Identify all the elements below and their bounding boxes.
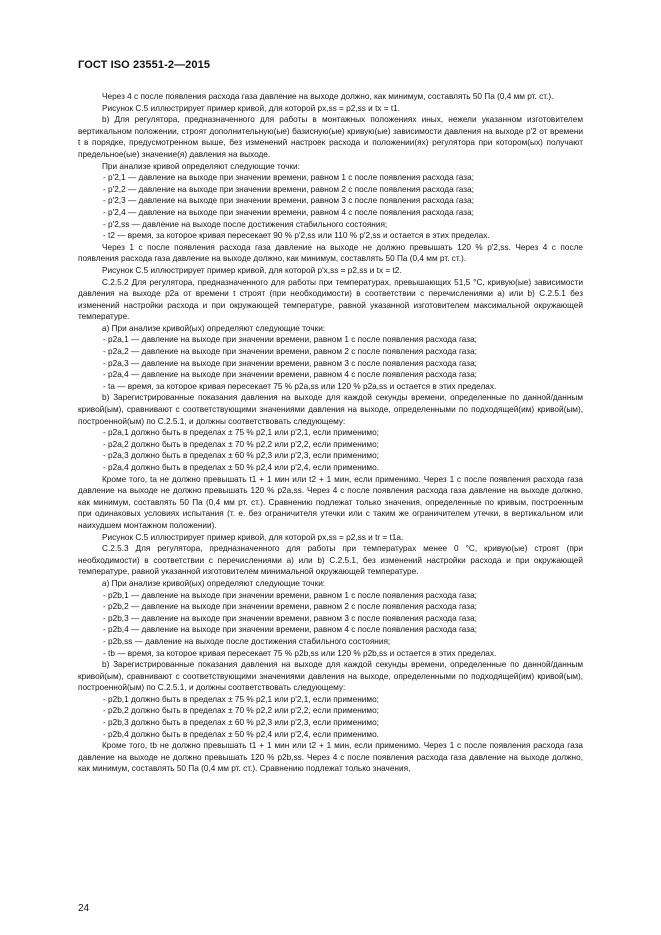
paragraph: b) Зарегистрированные показания давления на выходе для каждой секунды времени, определенные по данной/данным кривой(ым), сравнивают с соответствующими значениями давления на выходе, определенными по подходящей(им) кривой(ым), построенной(ым) по С.2.5.1, и должны соответствовать следующему:	[78, 393, 583, 426]
list-item: - ta — время, за которое кривая пересекает 75 % p2a,ss или 120 % p2a,ss и остается в этих пределах.	[103, 381, 497, 391]
list-item: - p'2,1 — давление на выходе при значении времени, равном 1 с после появления расхода газа;	[103, 173, 474, 183]
paragraph: C.2.5.3 Для регулятора, предназначенного для работы при температурах менее 0 °С, кривую(ые) строят (при необходимости) в соответствии с перечислениями а) или b) С.2.5.1, без изменений настройки расхода и при окружающей температуре, равной указанной изготовителем минимальной окружающей температуре.	[78, 544, 583, 577]
list-item: - p2b,1 должно быть в пределах ± 75 % p2,1 или p'2,1, если применимо;	[103, 694, 379, 704]
paragraph: C.2.5.2 Для регулятора, предназначенного для работы при температурах, превышающих 51,5 °С, кривую(ые) зависимости давления на выходе p2a от времени t строят (при необходимости) в соответствии с перечислениями а) или b) С.2.5.1 без изменений настройки расхода и при окружающей температуре, равной указанной изготовителем максимальной окружающей температуре.	[78, 277, 583, 322]
list-item: - p2a,1 — давление на выходе при значении времени, равном 1 с после появления расхода газа;	[103, 335, 477, 345]
list-item: - p2b,3 должно быть в пределах ± 60 % p2,3 или p'2,3, если применимо;	[103, 718, 379, 728]
document-header: ГОСТ ISO 23551-2—2015	[78, 59, 211, 71]
document-body	[78, 91, 583, 775]
list-item: - p2a,3 — давление на выходе при значении времени, равном 3 с после появления расхода газа;	[103, 358, 477, 368]
list-item: - p2b,2 — давление на выходе при значении времени, равном 2 с после появления расхода газа;	[103, 602, 477, 612]
paragraph: Кроме того, ta не должно превышать t1 + 1 мин или t2 + 1 мин, если применимо. Через 1 с после появления расхода газа давление на выходе не должно превышать 120 % p2a,ss. Через 4 с после появления расхода газа давление на выходе должно, как минимум, составлять 50 Па (0,4 мм рт. ст.). Сравнению подлежат только значения, определенные по кривым, построенным при одинаковых условиях испытания (т. е. без ограничителя утечки или с таким же ограничителем утечки, в вертикальном или наихудшем монтажном положении).	[78, 474, 583, 530]
list-item: - p2b,4 — давление на выходе при значении времени, равном 4 с после появления расхода газа;	[103, 625, 477, 635]
paragraph: Рисунок С.5 иллюстрирует пример кривой, для которой px,ss = p2,ss и tr = t1a.	[102, 532, 404, 542]
paragraph: Рисунок С.5 иллюстрирует пример кривой, для которой px,ss = p2,ss и tx = t1.	[102, 103, 401, 113]
list-item: - p2a,2 — давление на выходе при значении времени, равном 2 с после появления расхода газа;	[103, 347, 477, 357]
paragraph: При анализе кривой определяют следующие точки:	[102, 161, 300, 171]
paragraph: Рисунок С.5 иллюстрирует пример кривой, для которой p'x,ss = p2,ss и tx = t2.	[102, 265, 402, 275]
paragraph: а) При анализе кривой(ых) определяют следующие точки:	[102, 323, 326, 333]
list-item: - p2a,1 должно быть в пределах ± 75 % p2,1 или p'2,1, если применимо;	[103, 428, 379, 438]
paragraph: а) При анализе кривой(ых) определяют следующие точки:	[102, 578, 326, 588]
list-item: - p2a,4 — давление на выходе при значении времени, равном 4 с после появления расхода газа;	[103, 370, 477, 380]
paragraph: b) Для регулятора, предназначенного для работы в монтажных положениях иных, нежели указанном изготовителем вертикальном положении, строят дополнительную(ые) базисную(ые) кривую(ые) зависимости давления на выходе p'2 от времени t в порядке, предусмотренном выше, без изменений настроек расхода и положении(ях) регулятора при котором(ых) получают предельное(ые) значение(я) давления на выходе.	[78, 115, 583, 159]
list-item: - p2b,4 должно быть в пределах ± 50 % p2,4 или p'2,4, если применимо.	[103, 729, 379, 739]
list-item: - p'2,ss — давление на выходе после достижения стабильного состояния;	[103, 219, 388, 229]
list-item: - p2b,1 — давление на выходе при значении времени, равном 1 с после появления расхода газа;	[103, 590, 477, 600]
paragraph: Через 4 с после появления расхода газа давление на выходе должно, как минимум, составлять 50 Па (0,4 мм рт. ст.).	[102, 92, 554, 101]
list-item: - p2b,ss — давление на выходе после достижения стабильного состояния;	[103, 636, 391, 646]
list-item: - p2a,4 должно быть в пределах ± 50 % p2,4 или p'2,4, если применимо.	[103, 463, 379, 472]
paragraph: b) Зарегистрированные показания давления на выходе для каждой секунды времени, определенные по данной/данным кривой(ым), сравнивают с соответствующими значениями давления на выходе, определенными по подходящей(им) кривой(ым), построенной(ым) по С.2.5.1, и должны соответствовать следующему:	[78, 660, 583, 693]
list-item: - p'2,4 — давление на выходе при значении времени, равном 4 с после появления расхода газа;	[103, 207, 474, 217]
paragraph: Через 1 с после появления расхода газа давление на выходе не должно превышать 120 % p'2,ss. Через 4 с после появления расхода газа давление на выходе должно, как минимум, составлять 50 Па (0,4 мм рт. ст.).	[78, 242, 583, 264]
page-number: 24	[78, 903, 90, 914]
list-item: - t2 — время, за которое кривая пересекает 90 % p'2,ss или 110 % p'2,ss и остается в этих пределах.	[103, 231, 490, 241]
list-item: - tb — время, за которое кривая пересекает 75 % p2b,ss или 120 % p2b,ss и остается в этих пределах.	[103, 648, 497, 658]
list-item: - p2b,2 должно быть в пределах ± 70 % p2,2 или p'2,2, если применимо;	[103, 706, 379, 716]
paragraph: Кроме того, tb не должно превышать t1 + 1 мин или t2 + 1 мин, если применимо. Через 1 с после появления расхода газа давление на выходе не должно превышать 120 % p2b,ss. Через 4 с после появления расхода газа давление на выходе должно, как минимум, составлять 50 Па (0,4 мм рт. ст.). Сравнению подлежат только значения,	[78, 741, 583, 774]
list-item: - p2a,2 должно быть в пределах ± 70 % p2,2 или p'2,2, если применимо;	[103, 439, 379, 449]
list-item: - p2a,3 должно быть в пределах ± 60 % p2,3 или p'2,3, если применимо;	[103, 451, 379, 461]
list-item: - p'2,2 — давление на выходе при значении времени, равном 2 с после появления расхода газа;	[103, 184, 474, 194]
list-item: - p'2,3 — давление на выходе при значении времени, равном 3 с после появления расхода газа;	[103, 196, 474, 206]
list-item: - p2b,3 — давление на выходе при значении времени, равном 3 с после появления расхода газа;	[103, 613, 477, 623]
